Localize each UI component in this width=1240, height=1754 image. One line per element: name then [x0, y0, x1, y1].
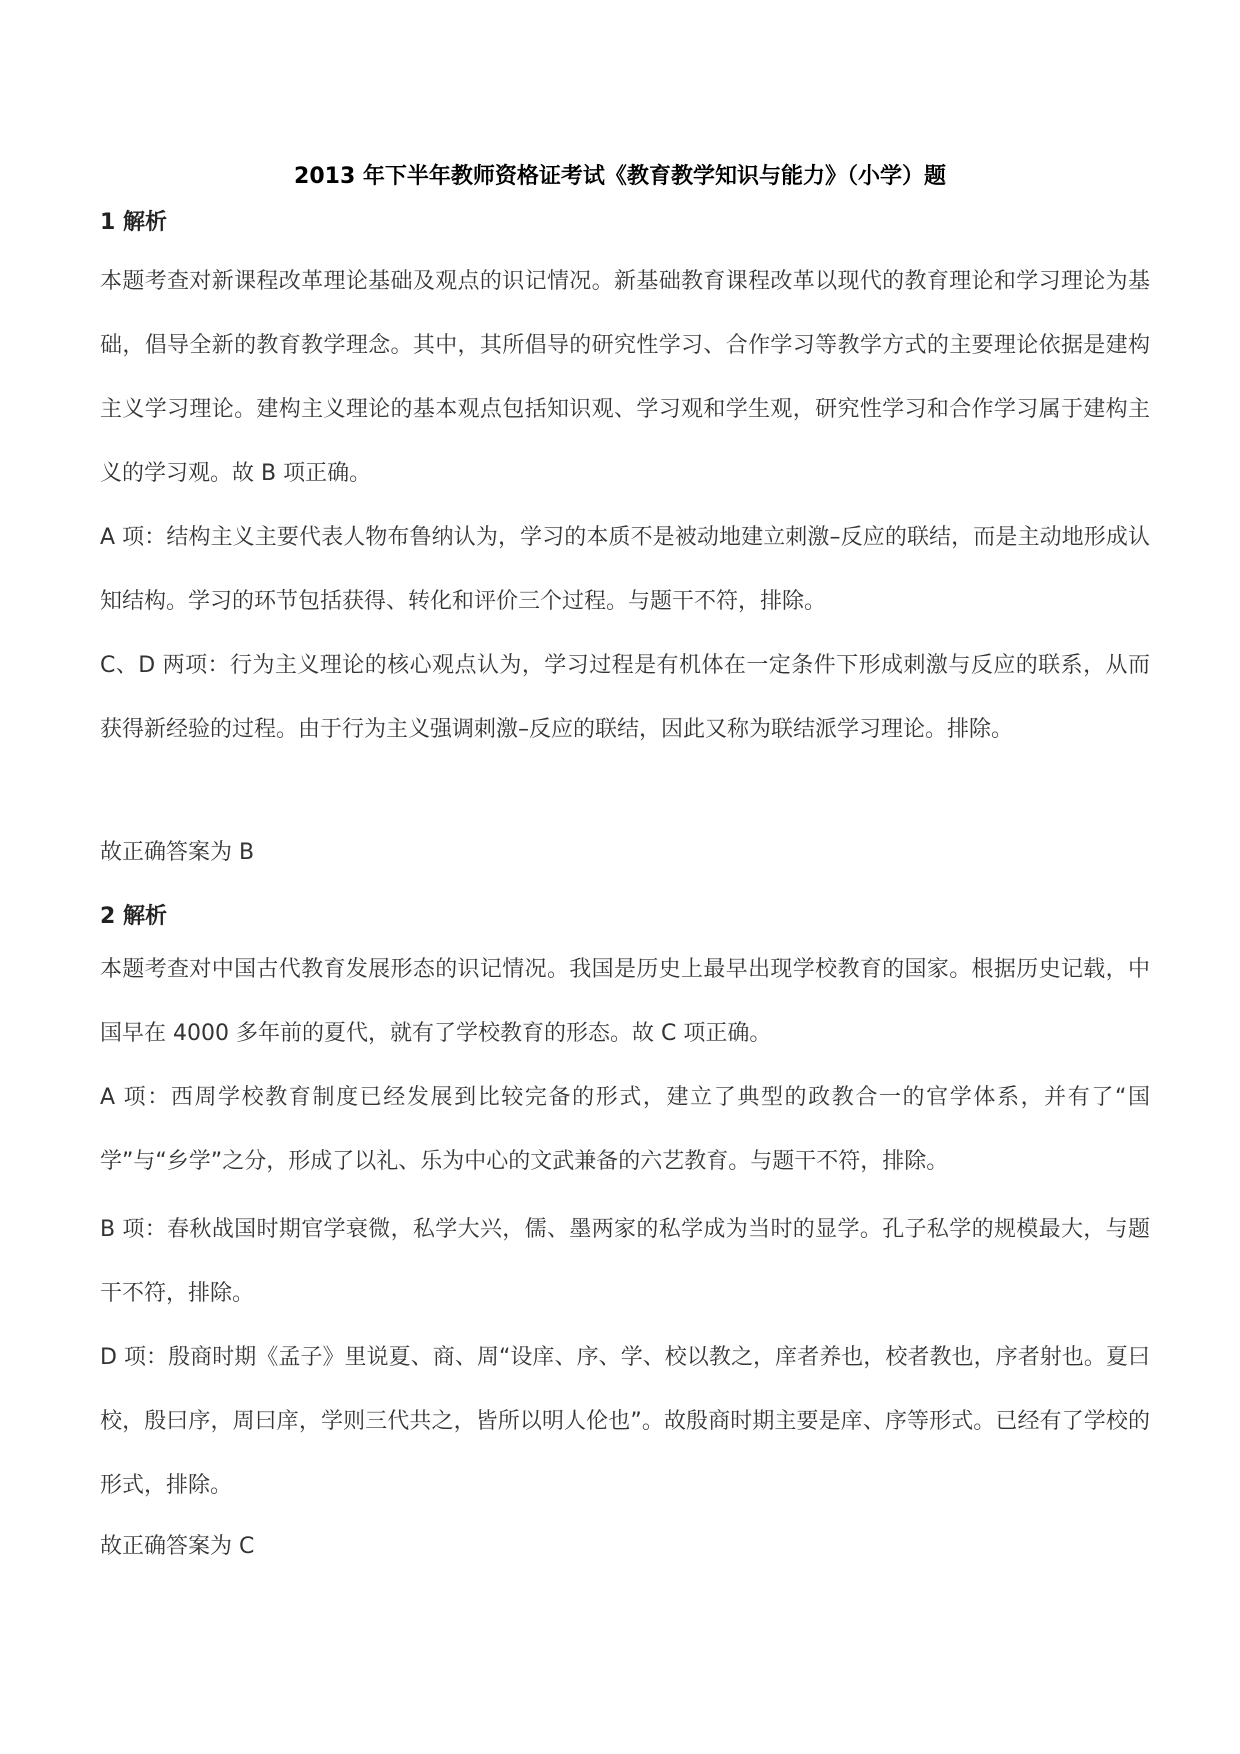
section-1-answer: 故正确答案为 B: [100, 840, 255, 865]
section-1-paragraph-3: C、D 两项：行为主义理论的核心观点认为，学习过程是有机体在一定条件下形成刺激与反应的联系，从而获得新经验的过程。由于行为主义强调刺激–反应的联结，因此又称为联结派学习理论。排除。: [100, 653, 1150, 742]
section-2-paragraph-1: 本题考查对中国古代教育发展形态的识记情况。我国是历史上最早出现学校教育的国家。根据历史记载，中国早在 4000 多年前的夏代，就有了学校教育的形态。故 C 项正确。: [100, 957, 1150, 1046]
section-2-heading: 2 解析: [100, 904, 167, 929]
section-2-paragraph-3: B 项：春秋战国时期官学衰微，私学大兴，儒、墨两家的私学成为当时的显学。孔子私学的规模最大，与题干不符，排除。: [100, 1217, 1150, 1306]
section-1-paragraph-2: A 项：结构主义主要代表人物布鲁纳认为，学习的本质不是被动地建立刺激–反应的联结，而是主动地形成认知结构。学习的环节包括获得、转化和评价三个过程。与题干不符，排除。: [100, 525, 1150, 614]
section-2-paragraph-2: A 项：西周学校教育制度已经发展到比较完备的形式，建立了典型的政教合一的官学体系，并有了“国学”与“乡学”之分，形成了以礼、乐为中心的文武兼备的六艺教育。与题干不符，排除。: [100, 1085, 1150, 1174]
document-title: 2013 年下半年教师资格证考试《教育教学知识与能力》（小学）题: [294, 164, 946, 189]
section-1-heading: 1 解析: [100, 210, 167, 235]
section-2-answer: 故正确答案为 C: [100, 1534, 255, 1559]
section-1-paragraph-1: 本题考查对新课程改革理论基础及观点的识记情况。新基础教育课程改革以现代的教育理论和学习理论为基础，倡导全新的教育教学理念。其中，其所倡导的研究性学习、合作学习等教学方式的主要理论依据是建构主义学习理论。建构主义理论的基本观点包括知识观、学习观和学生观，研究性学习和合作学习属于建构主义的学习观。故 B 项正确。: [100, 269, 1150, 486]
section-2-paragraph-4: D 项：殷商时期《孟子》里说夏、商、周“设庠、序、学、校以教之，庠者养也，校者教也，序者射也。夏曰校，殷曰序，周曰庠，学则三代共之，皆所以明人伦也”。故殷商时期主要是庠、序等形式。已经有了学校的形式，排除。: [100, 1345, 1150, 1498]
